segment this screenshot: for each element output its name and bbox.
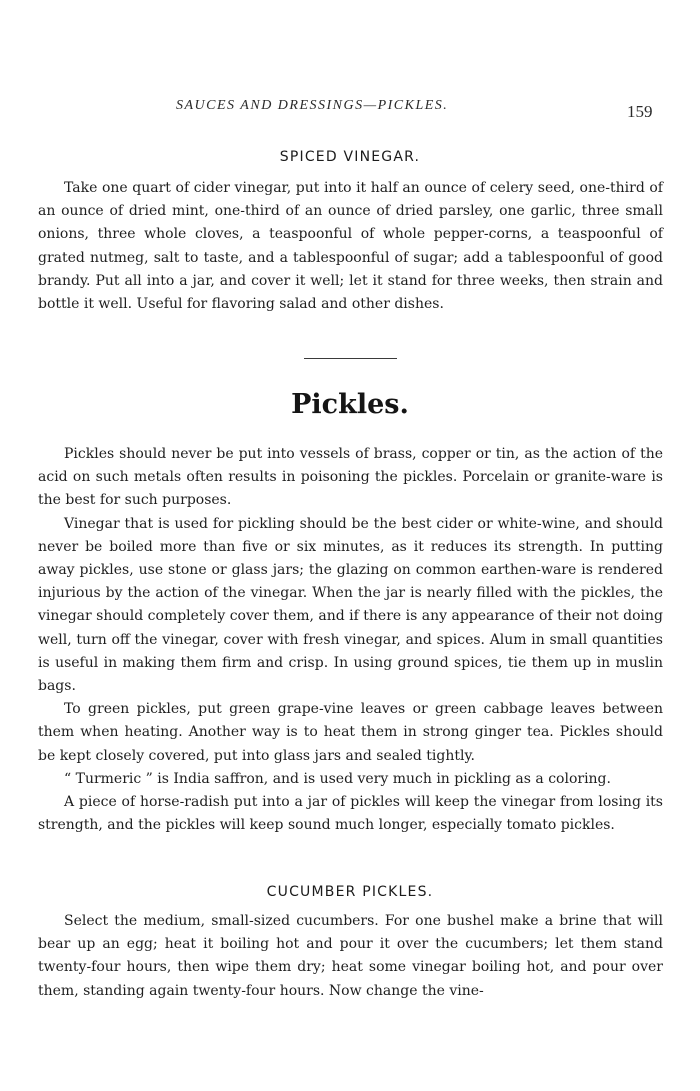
pickles-paragraph: “ Turmeric ” is India saffron, and is used very much in pickling as a coloring. xyxy=(64,770,611,787)
pickles-paragraph: Vinegar that is used for pickling should be the best cider or white-wine, and should never be boiled more than five or six minutes, as it reduces its strength. In putting away pickles, use stone or glass jars; the glazing on common earthen-ware is rendered injurious by the action of the vinegar. When the jar is nearly filled with the pickles, the vinegar should completely cover them, and if there is any appearance of their not doing well, turn off the vinegar, cover with fresh vinegar, and spices. Alum in small quantities is useful in making them firm and crisp. In using ground spices, tie them up in muslin bags. xyxy=(38,515,663,695)
section-divider xyxy=(304,358,397,359)
cucumber-pickles-recipe xyxy=(38,910,663,1003)
pickles-paragraph: Pickles should never be put into vessels of brass, copper or tin, as the action of the acid on such metals often results in poisoning the pickles. Porcelain or granite-ware is the best for such purposes. xyxy=(38,446,663,509)
spiced-vinegar-recipe xyxy=(38,177,663,316)
pickles-paragraph: A piece of horse-radish put into a jar of pickles will keep the vinegar from losing its strength, and the pickles will keep sound much longer, especially tomato pickles. xyxy=(38,794,663,834)
pickles-section-title: Pickles. xyxy=(291,389,409,420)
cucumber-pickles-heading: CUCUMBER PICKLES. xyxy=(266,884,434,900)
spiced-vinegar-heading: SPICED VINEGAR. xyxy=(279,149,421,165)
running-head: SAUCES AND DRESSINGS—PICKLES. xyxy=(176,98,449,113)
pickles-paragraph: To green pickles, put green grape-vine leaves or green cabbage leaves between them when heating. Another way is to heat them in strong ginger tea. Pickles should be kept closely covered, put into glass jars and sealed tightly. xyxy=(38,701,663,764)
page-number: 159 xyxy=(627,102,653,121)
pickles-introduction xyxy=(38,443,663,837)
spiced-vinegar-paragraph: Take one quart of cider vinegar, put into it half an ounce of celery seed, one-third of an ounce of dried mint, one-third of an ounce of dried parsley, one garlic, three small onions, three whole cloves, a teaspoonful of whole pepper-corns, a teaspoonful of grated nutmeg, salt to taste, and a tablespoonful of sugar; add a tablespoonful of good brandy. Put all into a jar, and cover it well; let it stand for three weeks, then strain and bottle it well. Useful for flavoring salad and other dishes. xyxy=(38,180,663,313)
cucumber-pickles-paragraph: Select the medium, small-sized cucumbers. For one bushel make a brine that will bear up an egg; heat it boiling hot and pour it over the cucumbers; let them stand twenty-four hours, then wipe them dry; heat some vinegar boiling hot, and pour over them, standing again twenty-four hours. Now change the vine- xyxy=(38,913,663,999)
